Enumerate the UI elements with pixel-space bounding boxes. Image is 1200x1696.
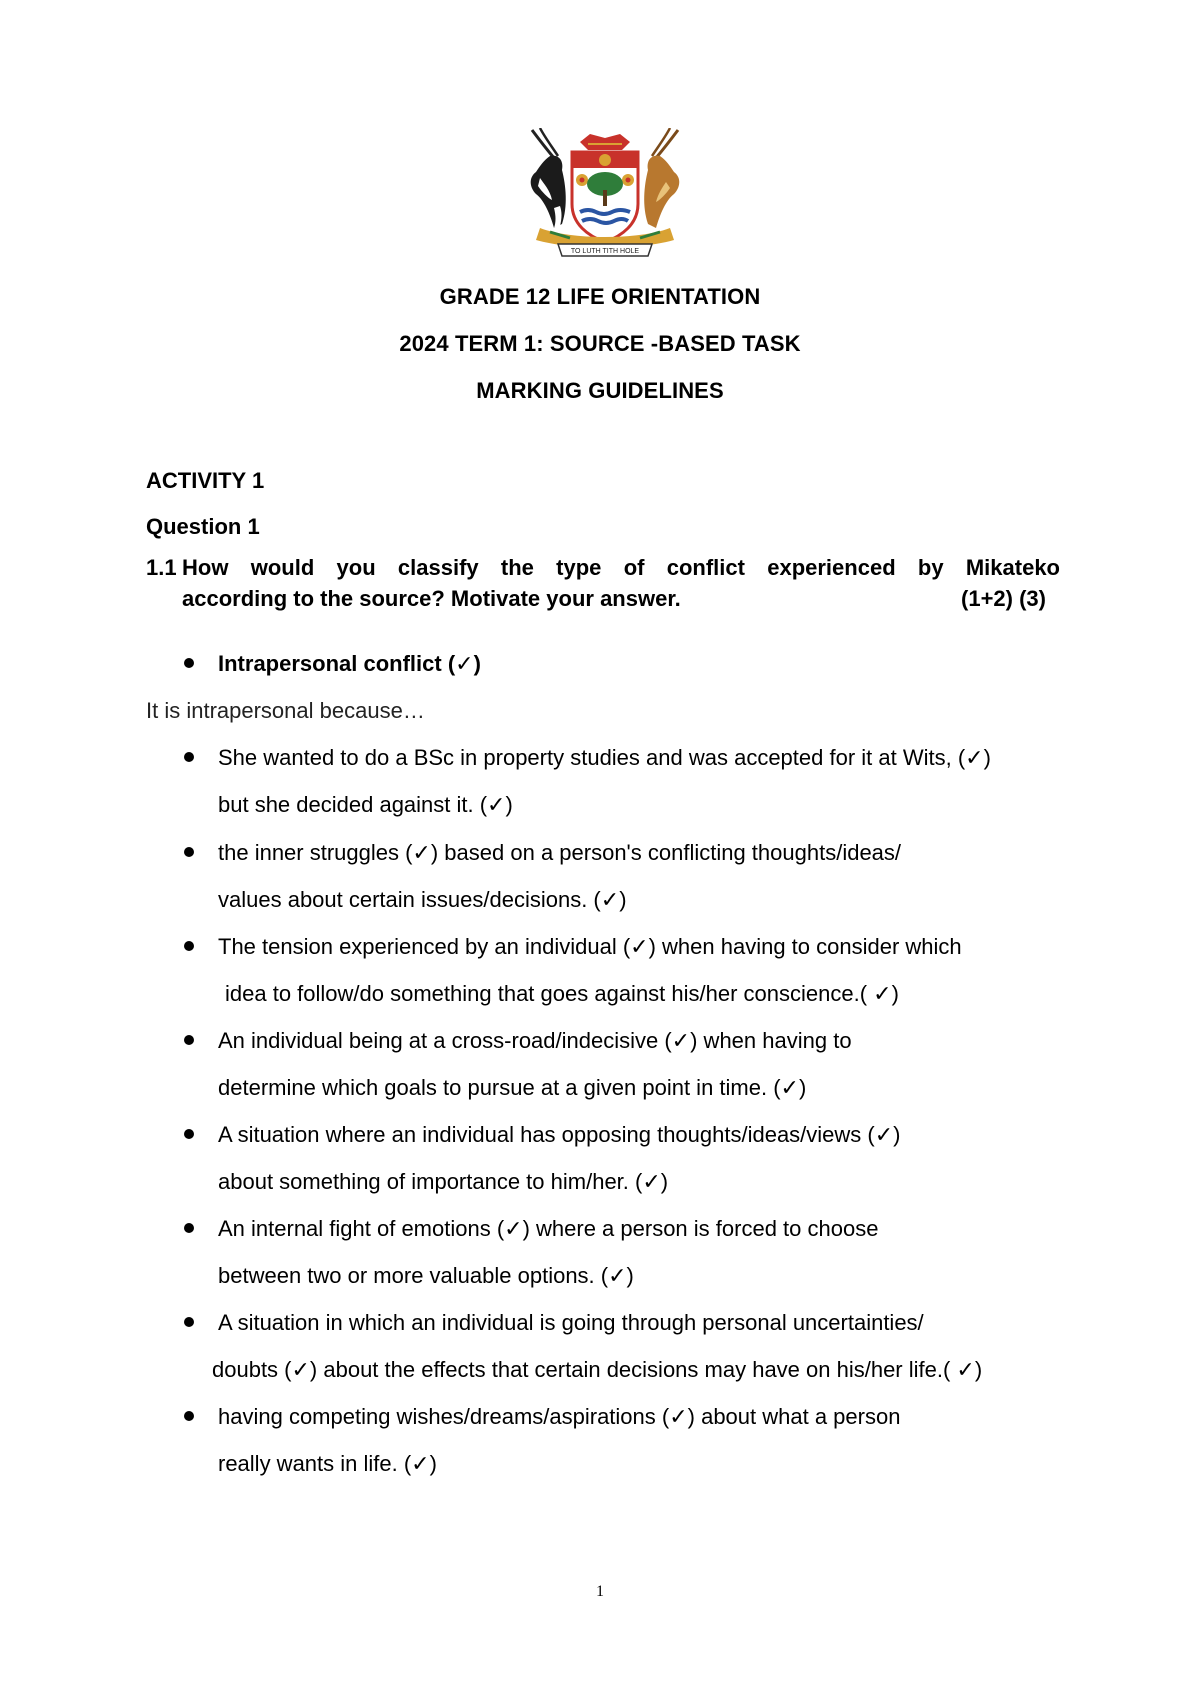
point-4-line-1: An individual being at a cross-road/indecisive (✓) when having to: [218, 1028, 852, 1053]
bullet-icon: [184, 1035, 194, 1045]
page-number: 1: [596, 1583, 604, 1600]
point-7-line-2: doubts (✓) about the effects that certain decisions may have on his/her life.( ✓): [212, 1357, 983, 1382]
document-title: GRADE 12 LIFE ORIENTATION: [439, 284, 761, 309]
answer-intro: It is intrapersonal because…: [146, 698, 425, 723]
point-1-line-1: She wanted to do a BSc in property studies and was accepted for it at Wits, (✓): [218, 745, 991, 770]
point-4-line-2: determine which goals to pursue at a given point in time. (✓): [218, 1075, 807, 1100]
point-8-line-1: having competing wishes/dreams/aspirations (✓) about what a person: [218, 1404, 901, 1429]
crest-motto: TO LUTH TITH HOLE: [570, 248, 640, 255]
point-5-line-2: about something of importance to him/her. (✓): [218, 1169, 669, 1194]
point-7-line-1: A situation in which an individual is going through personal uncertainties/: [218, 1310, 924, 1335]
point-8-line-2: really wants in life. (✓): [218, 1451, 437, 1476]
question-marks: (1+2) (3): [961, 586, 1046, 611]
point-6-line-2: between two or more valuable options. (✓): [218, 1263, 634, 1288]
bullet-icon: [184, 1129, 194, 1139]
document-type: MARKING GUIDELINES: [476, 378, 724, 403]
bullet-icon: [184, 1411, 194, 1421]
question-text-line-2: according to the source? Motivate your answer.: [182, 586, 681, 611]
point-1-line-2: but she decided against it. (✓): [218, 792, 513, 817]
question-label: Question 1: [146, 514, 260, 539]
question-number: 1.1: [146, 555, 177, 580]
point-3-line-2: idea to follow/do something that goes against his/her conscience.( ✓): [225, 981, 899, 1006]
answer-heading: Intrapersonal conflict (✓): [218, 651, 481, 676]
bullet-icon: [184, 1317, 194, 1327]
point-2-line-2: values about certain issues/decisions. (✓): [218, 887, 627, 912]
bullet-icon: [184, 752, 194, 762]
point-3-line-1: The tension experienced by an individual (✓) when having to consider which: [218, 934, 962, 959]
document-subtitle: 2024 TERM 1: SOURCE -BASED TASK: [399, 331, 801, 356]
point-2-line-1: the inner struggles (✓) based on a person's conflicting thoughts/ideas/: [218, 840, 902, 865]
bullet-icon: [184, 941, 194, 951]
point-5-line-1: A situation where an individual has opposing thoughts/ideas/views (✓): [218, 1122, 901, 1147]
activity-label: ACTIVITY 1: [146, 468, 265, 493]
coat-of-arms-logo: [510, 128, 700, 263]
point-6-line-1: An internal fight of emotions (✓) where a person is forced to choose: [218, 1216, 879, 1241]
question-text-line-1: How would you classify the type of conflict experienced by Mikateko: [182, 555, 1060, 580]
bullet-icon: [184, 847, 194, 857]
bullet-icon: [184, 658, 194, 668]
bullet-icon: [184, 1223, 194, 1233]
